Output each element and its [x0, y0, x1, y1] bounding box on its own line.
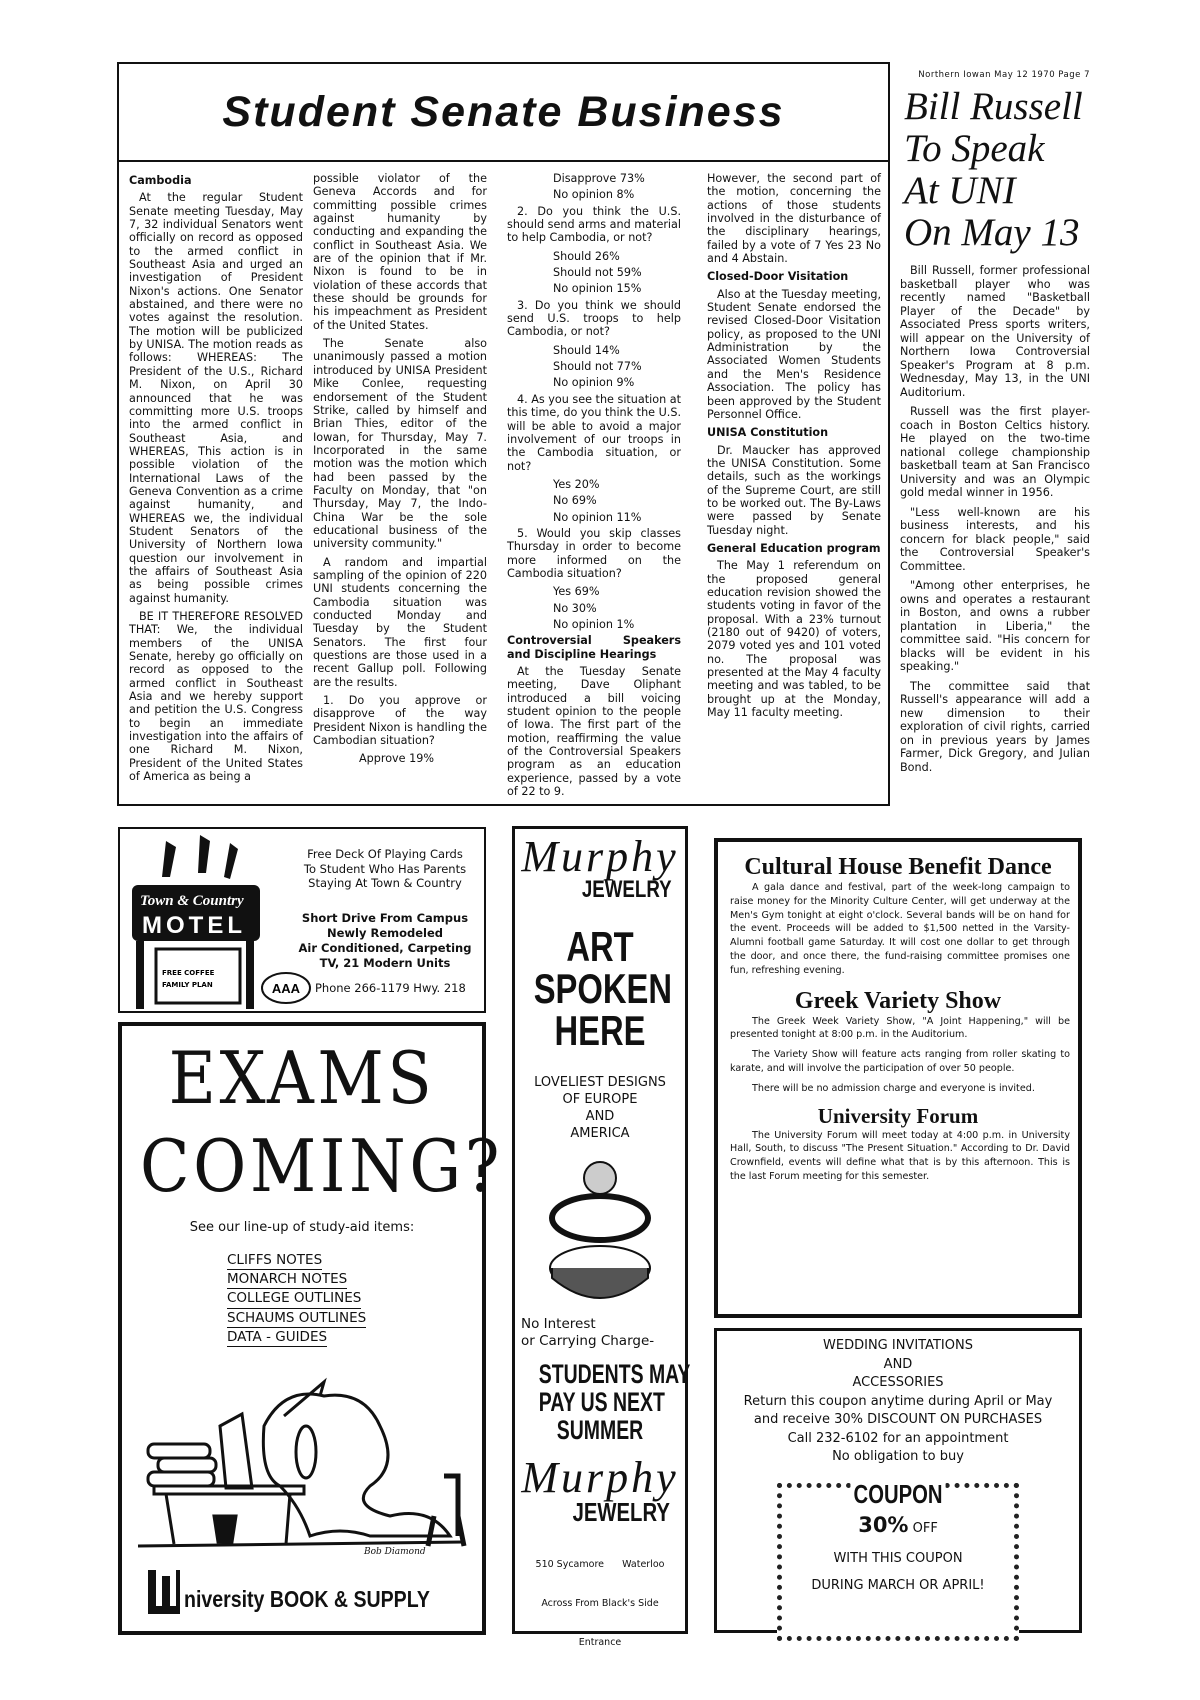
section-heading: Controversial Speakers and Discipline Hearings: [507, 634, 681, 661]
designs-line: AMERICA: [570, 1126, 630, 1141]
murphy-logo: Murphy: [521, 1453, 679, 1502]
poll-result: No 69%: [553, 494, 597, 508]
paragraph: At the regular Student Senate meeting Tuesday, May 7, 32 individual Senators went officially on record as opposed to the armed conflict in Southeast Asia and urged an investigation of President Nixon's actions. One Senator abstained, and there were no votes against the resolution. The motion will be publicized by UNISA. The motion reads as follows: WHEREAS: The President of the U.S., Richard M. Nixon, on April 30 announced that he was committing more U.S. troops into the armed conflict in Southeast Asia, and WHEREAS, This action is in possible violation of the International Laws of the Geneva Convention as a crime against humanity, and WHEREAS we, the individual Student Senators of the University of Northern Iowa question our involvement in the affairs of Southeast Asia as being possible crimes against humanity.: [129, 191, 303, 605]
study-aid-item: MONARCH NOTES: [227, 1270, 347, 1289]
poll-result: No 30%: [553, 601, 597, 615]
address-line: 510 Sycamore Waterloo: [535, 1559, 665, 1570]
svg-text:AAA: AAA: [271, 981, 301, 996]
offer-line: Staying At Town & Country: [308, 876, 462, 890]
slogan-line: HERE: [554, 1007, 646, 1054]
headline-line: COMING?: [140, 1124, 504, 1208]
headline-line: To Speak: [904, 127, 1045, 170]
poll-result: Yes 69%: [553, 585, 600, 599]
event-title: University Forum: [817, 1103, 979, 1128]
poll-result: Should 26%: [553, 249, 620, 263]
exams-headline: [140, 1034, 504, 1210]
coupon-discount: [782, 1512, 1014, 1539]
address-line: Entrance: [578, 1637, 622, 1648]
coupon[interactable]: [777, 1479, 1019, 1641]
paragraph: possible violator of the Geneva Accords and for committing possible crimes against humanity by conducting and expanding the conflict in Southeast Asia. We are of the opinion that if Mr. Nixon is found to be in violation of these accords that these should be grounds for his impeachment as President of the United States.: [313, 172, 487, 332]
paragraph: "Less well-known are his business interests, and his concern for black people," said the Controversial Speaker's Committee.: [900, 505, 1090, 573]
section-heading: UNISA Constitution: [707, 426, 829, 440]
poll-result: Should 14%: [553, 343, 620, 357]
poll-result: No opinion 1%: [553, 617, 635, 631]
paragraph: Dr. Maucker has approved the UNISA Constitution. Some details, such as the workings of the Supreme Court, are still to be worked out. The By-Laws were passed by Senate Tuesday night.: [707, 443, 881, 537]
designs-line: LOVELIEST DESIGNS: [534, 1075, 666, 1090]
designs-text: [515, 1074, 685, 1142]
coupon-line: DURING MARCH OR APRIL!: [811, 1577, 985, 1593]
feature-line: Short Drive From Campus: [301, 911, 469, 925]
paragraph: The Senate also unanimously passed a motion introduced by UNISA President Mike Conlee, requesting endorsement of the Student Strike, called by himself and Brian Thies, editor of the Iowan, for Thursday, May 7. Incorporated in the same motion was the motion which had been passed by the Faculty on Monday, that "on Thursday, May 7, the Indo-China War be the sole educational business of the university community.": [313, 337, 487, 551]
section-heading: General Education program: [707, 541, 881, 555]
event-title: Greek Variety Show: [794, 987, 1002, 1014]
wedding-line: WEDDING INVITATIONS: [823, 1338, 973, 1353]
sign-script: Town & Country: [140, 893, 244, 909]
article-column-3: [507, 172, 681, 803]
event-paragraph: The Greek Week Variety Show, "A Joint Happening," will be presented tonight at 8:00 p.m. in the Auditorium.: [730, 1015, 1070, 1041]
murphy-logo: Murphy: [521, 832, 679, 881]
event-paragraph: A gala dance and festival, part of the week-long campaign to raise money for the Minority Culture Center, will get underway at the Men's Gym tonight at eight o'clock. Several bands will be on hand for the event. Proceeds will be added to $1,500 netted in the Varsity-Alumni football game Saturday. It will cost one dollar to get through the door, and once there, the fund-raising committee promises one fun, refreshing evening.: [730, 882, 1070, 976]
offer-line: PAY US NEXT: [538, 1387, 665, 1417]
paragraph: Bill Russell, former professional basketball player who was recently named "Basketball Player of the Decade" by Associated Press sports writers, will appear on the University of Northern Iowa Controversial Speaker's Program at 8 p.m. Wednesday, May 13, in the UNI Auditorium.: [900, 264, 1090, 399]
wedding-text: [717, 1337, 1079, 1467]
poll-result: Disapprove 73%: [553, 172, 645, 185]
section-heading: Cambodia: [129, 174, 192, 187]
paragraph: 1. Do you approve or disapprove of the way President Nixon is handling the Cambodian situation?: [313, 694, 487, 748]
offer-line: STUDENTS MAY: [538, 1359, 691, 1389]
event-title: Cultural House Benefit Dance: [744, 854, 1052, 880]
study-aid-item: DATA - GUIDES: [227, 1328, 327, 1347]
wedding-invitations-ad: [714, 1328, 1082, 1633]
paragraph: At the Tuesday Senate meeting, Dave Oliphant introduced a bill voicing student opinion to the people of Iowa. The first part of the motion, reaffirming the value of the Controversial Speakers program as an education experience, passed by a vote of 22 to 9.: [507, 665, 681, 799]
dateline: Northern Iowan May 12 1970 Page 7: [918, 70, 1090, 80]
poll-result: Should not 59%: [553, 266, 642, 280]
exams-subtitle: See our line-up of study-aid items:: [189, 1220, 415, 1235]
headline-line: EXAMS: [168, 1036, 436, 1120]
coupon-title: COUPON: [850, 1480, 945, 1508]
article-headline: Student Senate Business: [222, 87, 785, 136]
store-name: niversity BOOK & SUPPLY: [184, 1586, 430, 1612]
paragraph: Russell was the first player-coach in Boston Celtics history. He played on the two-time national college championship basketball team at San Francisco University and was an Olympic gold medal winner in 1956.: [900, 405, 1090, 499]
paragraph: 3. Do you think we should send U.S. troops to help Cambodia, or not?: [507, 298, 681, 339]
poll-result: Should not 77%: [553, 360, 642, 374]
address-line: Across From Black's Side: [541, 1598, 659, 1609]
ring-illustration: [540, 1156, 660, 1306]
ubs-logo-icon: [146, 1568, 182, 1614]
study-aid-item: CLIFFS NOTES: [227, 1251, 322, 1270]
sign-word: MOTEL: [142, 912, 246, 939]
article-column-4: [707, 172, 881, 724]
paragraph: A random and impartial sampling of the opinion of 220 UNI students concerning the Cambodia situation was conducted Monday and Tuesday by the Student Senators. The first four questions are those used in a recent Gallup poll. Following are the results.: [313, 555, 487, 689]
discount-value: 30%: [858, 1512, 909, 1537]
paragraph: 2. Do you think the U.S. should send arms and material to help Cambodia, or not?: [507, 204, 681, 245]
murphy-jewelry-ad: [512, 826, 691, 1648]
paragraph: However, the second part of the motion, concerning the actions of those students involved in the disturbance of the disciplinary hearings, failed by a vote of 7 Yes 23 No and 4 Abstain.: [707, 172, 881, 266]
slogan-line: ART: [566, 923, 634, 970]
slogan: [533, 923, 673, 1054]
feature-line: TV, 21 Modern Units: [319, 956, 451, 970]
article-column-2: [313, 172, 487, 769]
wedding-line: and receive 30% DISCOUNT ON PURCHASES: [753, 1412, 1043, 1427]
russell-body: [900, 264, 1090, 774]
coupon-line: WITH THIS COUPON: [833, 1551, 963, 1566]
headline-line: At UNI: [904, 169, 1016, 212]
jewelry-label: JEWELRY: [581, 876, 672, 903]
wedding-line: No obligation to buy: [832, 1449, 964, 1464]
address: [515, 1532, 685, 1675]
event-paragraph: The Variety Show will feature acts ranging from roller skating to karate, and will involve the participation of over 50 people.: [730, 1049, 1070, 1074]
sign-panel-line: FREE COFFEE: [162, 969, 215, 977]
offer-line: SUMMER: [556, 1415, 644, 1445]
off-label: OFF: [912, 1520, 938, 1536]
wedding-line: AND: [883, 1356, 913, 1372]
headline-line: On May 13: [904, 211, 1080, 254]
campus-events-box: [714, 838, 1082, 1318]
paragraph: Also at the Tuesday meeting, Student Senate endorsed the revised Closed-Door Visitation policy, as proposed to the UNI Administration by the Associated Women Students and the Men's Residence Association. The policy has been approved by the Student Personnel Office.: [707, 287, 881, 421]
motel-ad: [118, 827, 486, 1013]
exams-ad: [118, 1022, 504, 1635]
study-aid-item: SCHAUMS OUTLINES: [227, 1309, 366, 1328]
headline-line: Bill Russell: [904, 85, 1083, 128]
offer-line: Free Deck Of Playing Cards: [307, 847, 463, 861]
aaa-logo-icon: [260, 971, 312, 1005]
poll-result: Yes 20%: [553, 477, 600, 491]
poll-result: No opinion 15%: [553, 282, 642, 296]
wedding-line: ACCESSORIES: [852, 1375, 944, 1390]
sign-panel-line: FAMILY PLAN: [162, 981, 213, 989]
study-aid-item: COLLEGE OUTLINES: [227, 1289, 361, 1308]
paragraph: The May 1 referendum on the proposed general education revision showed the students voting in favor of the proposal. With a 23% turnout (2180 out of 9420) of voters, 2079 voted yes and 101 voted no. The proposal was presented at the May 4 faculty meeting and was tabled, to be brought up at the Monday, May 11 faculty meeting.: [707, 559, 881, 720]
russell-headline: [904, 86, 1090, 254]
designs-line: OF EUROPE: [562, 1092, 638, 1107]
wedding-line: Call 232-6102 for an appointment: [787, 1430, 1009, 1446]
slogan-line: SPOKEN: [533, 965, 673, 1012]
terms-line: No Interest: [521, 1316, 596, 1332]
wedding-line: Return this coupon anytime during April or May: [743, 1393, 1053, 1409]
students-offer: [538, 1359, 691, 1445]
paragraph: 5. Would you skip classes Thursday in order to become more informed on the Cambodia situation?: [507, 526, 681, 580]
poll-result: No opinion 9%: [553, 376, 635, 390]
poll-result: No opinion 8%: [553, 188, 635, 202]
study-aid-list: [227, 1251, 366, 1347]
motel-features: [290, 911, 480, 971]
motel-phone: Phone 266-1179 Hwy. 218: [315, 981, 466, 995]
feature-line: Newly Remodeled: [326, 926, 444, 940]
russell-article: [900, 84, 1090, 780]
event-paragraph: There will be no admission charge and everyone is invited.: [752, 1082, 1035, 1094]
section-heading: Closed-Door Visitation: [707, 270, 849, 284]
terms-text: [521, 1316, 685, 1350]
paragraph: 4. As you see the situation at this time, do you think the U.S. will be able to avoid a major involvement of our troops in the Cambodia situation, or not?: [507, 392, 682, 473]
article-column-1: [129, 172, 303, 788]
poll-result: No opinion 11%: [553, 510, 642, 524]
paragraph: The committee said that Russell's appearance will add a new dimension to their exploration of civil rights, carried on in previous years by James Farmer, Dick Gregory, and Julian Bond.: [900, 679, 1090, 774]
designs-line: AND: [585, 1109, 615, 1124]
senate-title-bar: [119, 64, 888, 162]
event-paragraph: The University Forum will meet today at 4:00 p.m. in University Hall, South, to discuss "The Present Situation." According to Dr. David Crownfield, events will define what that is by this afternoon. This is the last Forum meeting for this semester.: [730, 1129, 1070, 1182]
paragraph: BE IT THEREFORE RESOLVED THAT: We, the individual members of the UNISA Senate, hereby go officially on record as opposed to the armed conflict in Southeast Asia and we hereby support and petition the U.S. Congress to begin an immediate investigation into the affairs of one Richard M. Nixon, President of the United States of America as being a: [129, 610, 303, 784]
feature-line: Air Conditioned, Carpeting: [298, 941, 472, 955]
senate-business-article: [117, 62, 890, 806]
terms-line: or Carrying Charge-: [521, 1333, 655, 1349]
motel-offer: [290, 847, 480, 891]
paragraph: "Among other enterprises, he owns and operates a restaurant in Boston, and owns a rubber plantation in Liberia," the committee said. "His concern for blacks will be evident in his speaking.": [900, 579, 1090, 673]
motel-sign-illustration: [128, 833, 278, 1009]
artist-signature: Bob Diamond: [364, 1547, 426, 1556]
offer-line: To Student Who Has Parents: [303, 861, 467, 876]
poll-result: Approve 19%: [359, 752, 434, 766]
student-studying-cartoon: [134, 1356, 474, 1556]
jewelry-label: JEWELRY: [572, 1497, 670, 1527]
